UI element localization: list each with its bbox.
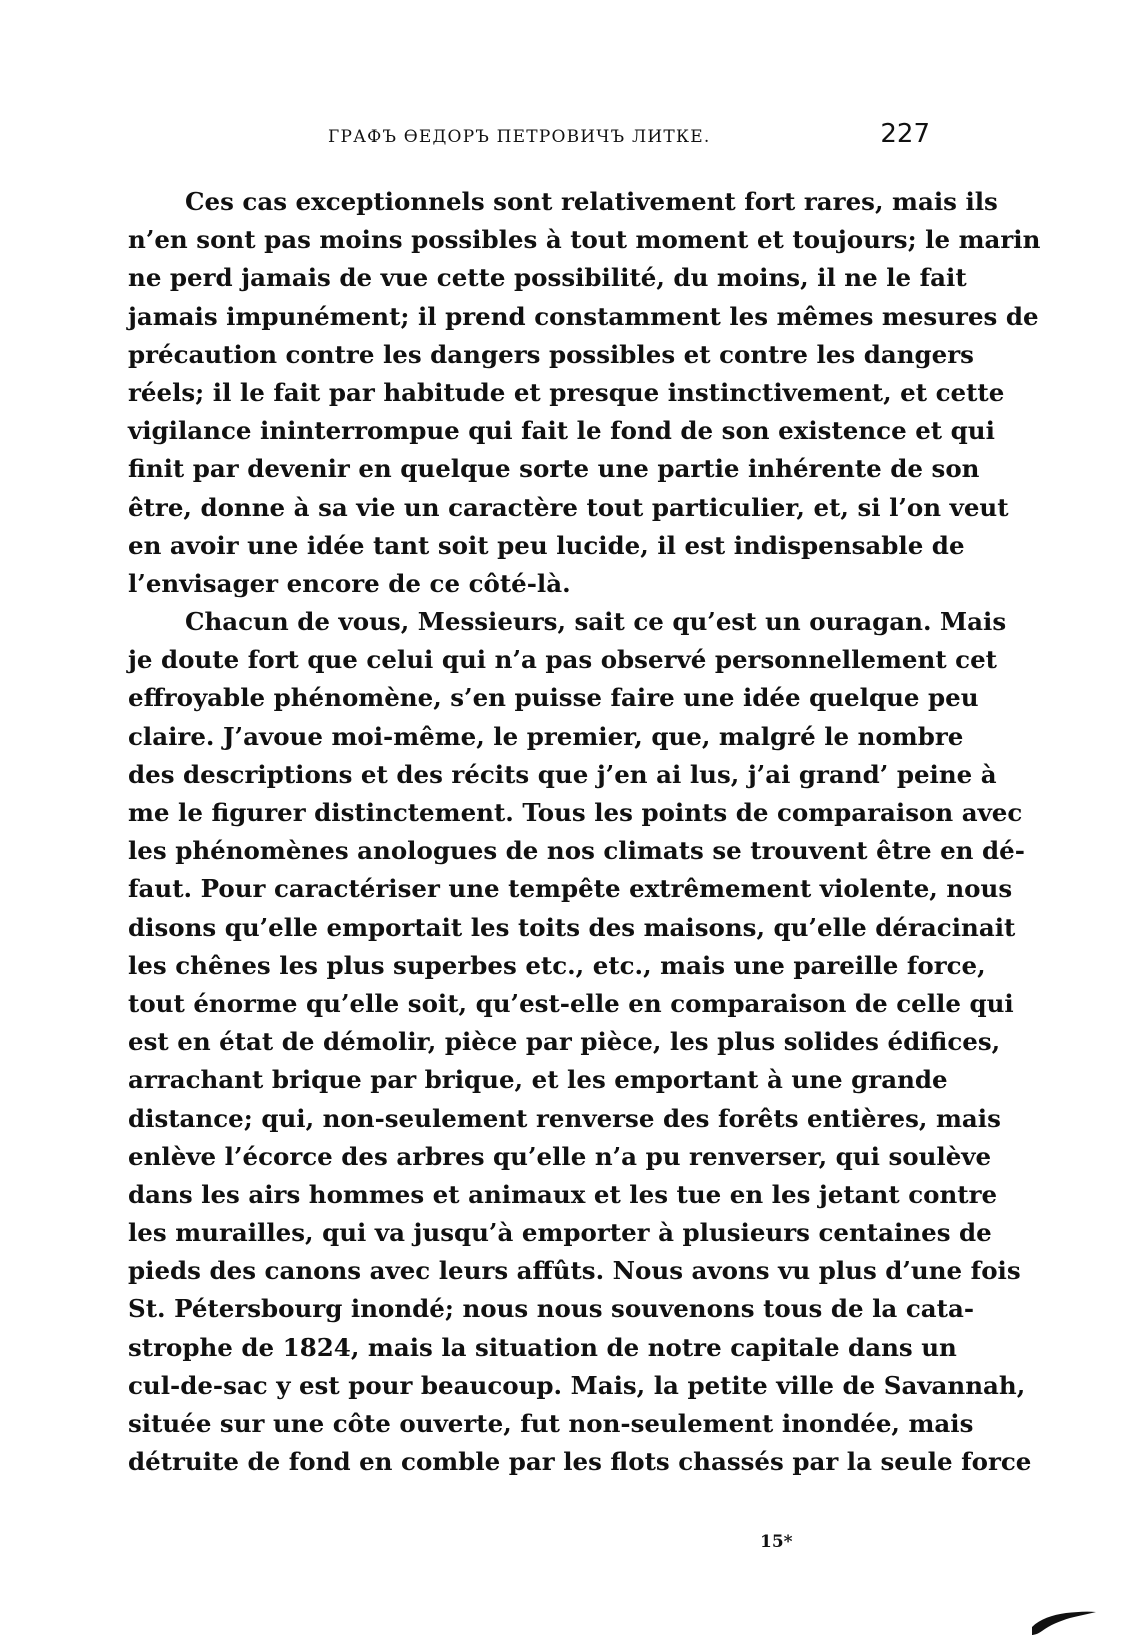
text-line: arrachant brique par brique, et les emportant à une grande	[128, 1065, 948, 1095]
text-line: être, donne à sa vie un caractère tout particulier, et, si l’on veut	[128, 492, 1009, 522]
text-line: vigilance ininterrompue qui fait le fond de son existence et qui	[128, 416, 995, 446]
body-text	[128, 183, 1041, 1481]
text-line: réels; il le fait par habitude et presque instinctivement, et cette	[128, 377, 1005, 407]
text-line: me le figurer distinctement. Tous les points de comparaison avec	[128, 798, 1023, 827]
text-line: jamais impunément; il prend constamment les mêmes mesures de	[128, 301, 1039, 331]
text-line: cul-de-sac y est pour beaucoup. Mais, la petite ville de Savannah,	[128, 1370, 1026, 1400]
text-line: je doute fort que celui qui n’a pas observé personnellement cet	[128, 645, 997, 675]
text-line: en avoir une idée tant soit peu lucide, il est indispensable de	[128, 530, 965, 560]
text-line: finit par devenir en quelque sorte une partie inhérente de son	[128, 454, 980, 484]
text-line: claire. J’avoue moi-même, le premier, que, malgré le nombre	[128, 721, 964, 751]
text-line: ne perd jamais de vue cette possibilité, du moins, il ne le fait	[128, 263, 967, 293]
text-line: des descriptions et des récits que j’en ai lus, j’ai grand’ peine à	[128, 759, 997, 789]
text-line: St. Pétersbourg inondé; nous nous souvenons tous de la cata-	[128, 1294, 974, 1324]
signature-mark: 15*	[760, 1532, 793, 1552]
text-line: précaution contre les dangers possibles et contre les dangers	[128, 339, 974, 369]
text-line: l’envisager encore de ce côté-là.	[128, 568, 571, 598]
text-line: faut. Pour caractériser une tempête extrêmement violente, nous	[128, 874, 1013, 904]
running-head	[128, 119, 940, 153]
text-line: située sur une côte ouverte, fut non-seulement inondée, mais	[128, 1409, 974, 1438]
text-line: les phénomènes anologues de nos climats se trouvent être en dé-	[128, 836, 1025, 866]
page-number: 227	[880, 119, 930, 149]
text-line: Chacun de vous, Messieurs, sait ce qu’est un ouragan. Mais	[185, 607, 1007, 637]
text-line: dans les airs hommes et animaux et les tue en les jetant contre	[128, 1179, 998, 1209]
text-line: les murailles, qui va jusqu’à emporter à plusieurs centaines de	[128, 1218, 992, 1248]
text-line: strophe de 1824, mais la situation de notre capitale dans un	[128, 1332, 957, 1362]
text-line: les chênes les plus superbes etc., etc., mais une pareille force,	[128, 950, 986, 980]
ink-blot-mark	[1030, 1597, 1100, 1637]
text-line: tout énorme qu’elle soit, qu’est-elle en comparaison de celle qui	[128, 988, 1014, 1018]
text-line: Ces cas exceptionnels sont relativement fort rares, mais ils	[185, 187, 998, 216]
running-title: ГРАФЪ ѲЕДОРЪ ПЕТРОВИЧЪ ЛИТКЕ.	[328, 127, 711, 147]
text-line: détruite de fond en comble par les flots chassés par la seule force	[128, 1447, 1032, 1477]
text-line: enlève l’écorce des arbres qu’elle n’a pu renverser, qui soulève	[128, 1141, 992, 1171]
text-line: n’en sont pas moins possibles à tout moment et toujours; le marin	[128, 225, 1041, 255]
text-line: effroyable phénomène, s’en puisse faire une idée quelque peu	[128, 683, 979, 713]
text-line: distance; qui, non-seulement renverse des forêts entières, mais	[128, 1103, 1001, 1133]
text-line: est en état de démolir, pièce par pièce, les plus solides édifices,	[128, 1027, 1001, 1057]
text-line: disons qu’elle emportait les toits des maisons, qu’elle déracinait	[128, 912, 1016, 942]
text-line: pieds des canons avec leurs affûts. Nous avons vu plus d’une fois	[128, 1256, 1021, 1286]
